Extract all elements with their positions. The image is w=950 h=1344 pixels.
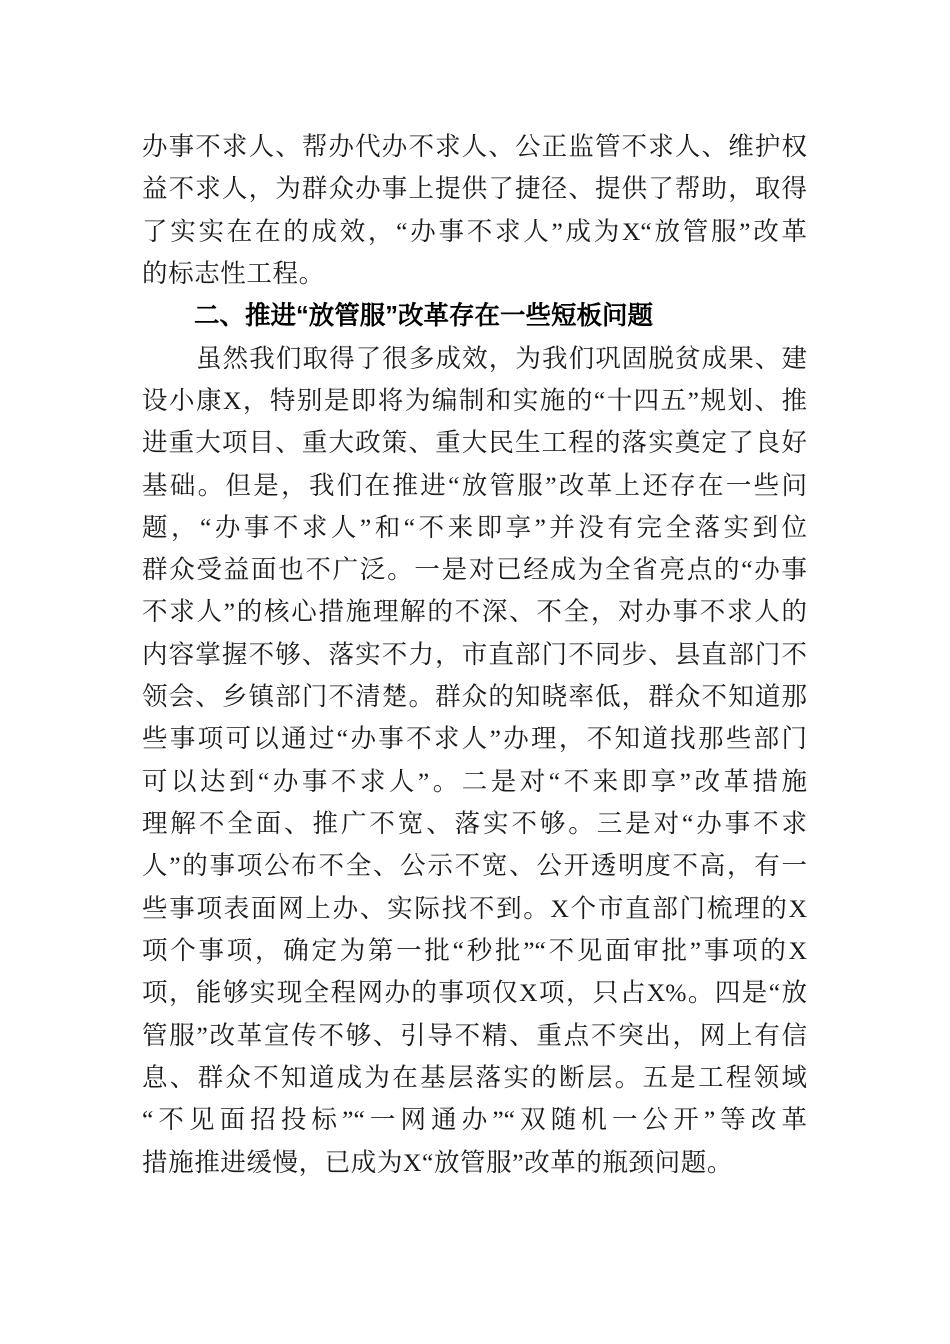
text-line: 理解不全面、推广不宽、落实不够。三是对“办事不求: [142, 809, 807, 838]
text-line: 基础。但是，我们在推进“放管服”改革上还存在一些问: [142, 470, 807, 500]
text-line: 息、群众不知道成为在基层落实的断层。五是工程领域: [142, 1062, 807, 1092]
text-line: 虽然我们取得了很多成效，为我们巩固脱贫成果、建: [196, 343, 807, 373]
text-line: “不见面招投标”“一网通办”“双随机一公开”等改革: [142, 1105, 807, 1135]
text-line: 些事项可以通过“办事不求人”办理，不知道找那些部门: [142, 724, 807, 754]
text-line: 题，“办事不求人”和“不来即享”并没有完全落实到位: [142, 512, 807, 542]
text-line: 领会、乡镇部门不清楚。群众的知晓率低，群众不知道那: [142, 682, 807, 712]
text-line: 管服”改革宣传不够、引导不精、重点不突出，网上有信: [142, 1020, 807, 1050]
text-line: 益不求人，为群众办事上提供了捷径、提供了帮助，取得: [142, 174, 807, 204]
text-line: 项个事项，确定为第一批“秒批”“不见面审批”事项的X: [142, 935, 807, 965]
text-line: 进重大项目、重大政策、重大民生工程的落实奠定了良好: [142, 428, 807, 458]
text-line: 项，能够实现全程网办的事项仅X项，只占X%。四是“放: [142, 978, 807, 1008]
text-line: 办事不求人、帮办代办不求人、公正监管不求人、维护权: [142, 132, 807, 161]
paragraph-1: [142, 126, 807, 295]
text-line: 设小康X，特别是即将为编制和实施的“十四五”规划、推: [142, 385, 807, 415]
text-line: 内容掌握不够、落实不力，市直部门不同步、县直部门不: [142, 639, 807, 669]
text-line: 措施推进缓慢，已成为X“放管服”改革的瓶颈问题。: [142, 1147, 733, 1177]
text-line: 些事项表面网上办、实际找不到。X个市直部门梳理的X: [142, 893, 807, 923]
text-line: 不求人”的核心措施理解的不深、不全，对办事不求人的: [142, 597, 807, 627]
text-line: 群众受益面也不广泛。一是对已经成为全省亮点的“办事: [142, 555, 807, 585]
text-line: 可以达到“办事不求人”。二是对“不来即享”改革措施: [142, 766, 807, 796]
section-heading: 二、推进“放管服”改革存在一些短板问题: [194, 302, 654, 331]
paragraph-2: [142, 338, 807, 1184]
text-line: 了实实在在的成效，“办事不求人”成为X“放管服”改革: [142, 216, 807, 246]
text-line: 的标志性工程。: [142, 258, 325, 288]
text-line: 人”的事项公布不全、公示不宽、公开透明度不高，有一: [142, 851, 807, 881]
